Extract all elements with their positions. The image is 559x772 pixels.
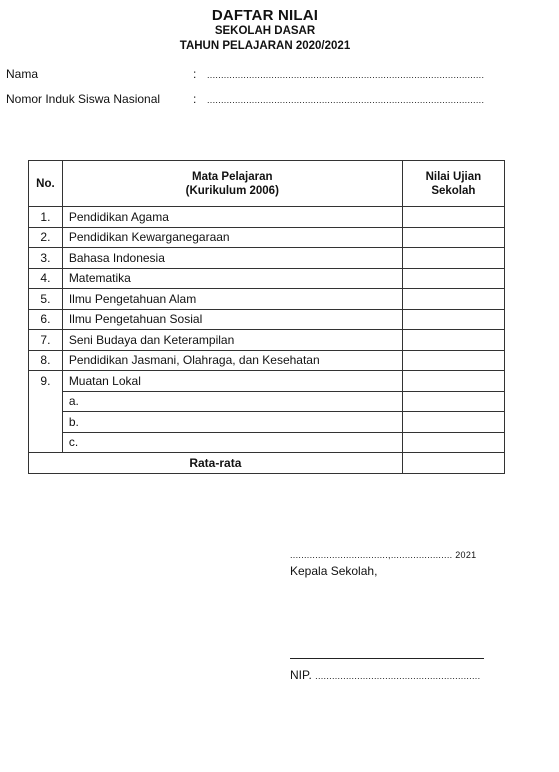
table-row: [29, 248, 505, 269]
row-no: 9.: [29, 371, 63, 453]
row-no: 7.: [29, 330, 63, 351]
nisn-colon: :: [193, 92, 197, 106]
row-subject: Pendidikan Kewarganegaraan: [62, 227, 402, 248]
table-sub-row: [29, 432, 505, 453]
score-cell[interactable]: [402, 207, 504, 228]
score-cell[interactable]: [402, 391, 504, 412]
table-row: [29, 268, 505, 289]
header-score-line2: Sekolah: [431, 184, 476, 197]
row-no: 8.: [29, 350, 63, 371]
table-row: [29, 350, 505, 371]
header-subject-line1: Mata Pelajaran: [192, 170, 273, 183]
score-cell[interactable]: [402, 309, 504, 330]
row-no: 1.: [29, 207, 63, 228]
table-row: [29, 207, 505, 228]
average-score-cell[interactable]: [402, 453, 504, 474]
score-cell[interactable]: [402, 227, 504, 248]
table-row: [29, 289, 505, 310]
sub-row-label: c.: [62, 432, 402, 453]
table-sub-row: [29, 412, 505, 433]
document-title: DAFTAR NILAI: [211, 7, 319, 24]
score-cell[interactable]: [402, 268, 504, 289]
name-field[interactable]: ...................................................................................................: [207, 70, 485, 80]
row-no: 3.: [29, 248, 63, 269]
school-level: SEKOLAH DASAR: [214, 25, 316, 37]
header-subject: [62, 161, 402, 207]
row-subject: Ilmu Pengetahuan Sosial: [62, 309, 402, 330]
table-row: [29, 330, 505, 351]
row-subject: Muatan Lokal: [62, 371, 402, 392]
header-score-line1: Nilai Ujian: [425, 170, 482, 183]
name-colon: :: [193, 67, 197, 81]
sub-row-label: b.: [62, 412, 402, 433]
table-row: [29, 309, 505, 330]
header-no: No.: [29, 161, 63, 207]
score-cell[interactable]: [402, 350, 504, 371]
header-subject-line2: (Kurikulum 2006): [185, 184, 279, 197]
academic-year: TAHUN PELAJARAN 2020/2021: [179, 40, 351, 52]
score-cell[interactable]: [402, 432, 504, 453]
row-subject: Matematika: [62, 268, 402, 289]
table-row: [29, 371, 505, 392]
score-cell[interactable]: [402, 412, 504, 433]
nip-field[interactable]: ...........................................................: [315, 671, 481, 681]
table-header-row: [29, 161, 505, 207]
nip-line: [290, 668, 480, 682]
row-no: 5.: [29, 289, 63, 310]
table-sub-row: [29, 391, 505, 412]
signature-line: [290, 658, 484, 659]
score-cell[interactable]: [402, 330, 504, 351]
row-no: 2.: [29, 227, 63, 248]
signature-date-text: ...................................,...................... 2021: [290, 550, 477, 560]
grades-table: [28, 160, 505, 474]
row-subject: Bahasa Indonesia: [62, 248, 402, 269]
row-subject: Pendidikan Agama: [62, 207, 402, 228]
nip-label: NIP.: [290, 668, 312, 682]
name-label: Nama: [6, 67, 39, 81]
nisn-label: Nomor Induk Siswa Nasional: [6, 92, 161, 106]
row-no: 4.: [29, 268, 63, 289]
table-row: [29, 227, 505, 248]
signature-role: Kepala Sekolah,: [290, 564, 378, 578]
nisn-field[interactable]: ...................................................................................................: [207, 95, 485, 105]
row-subject: Seni Budaya dan Keterampilan: [62, 330, 402, 351]
score-cell[interactable]: [402, 371, 504, 392]
row-subject: Ilmu Pengetahuan Alam: [62, 289, 402, 310]
header-score: [402, 161, 504, 207]
average-label: Rata-rata: [29, 453, 403, 474]
score-cell[interactable]: [402, 289, 504, 310]
signature-date-line[interactable]: [290, 547, 476, 561]
row-subject: Pendidikan Jasmani, Olahraga, dan Kesehatan: [62, 350, 402, 371]
sub-row-label: a.: [62, 391, 402, 412]
row-no: 6.: [29, 309, 63, 330]
average-row: [29, 453, 505, 474]
score-cell[interactable]: [402, 248, 504, 269]
